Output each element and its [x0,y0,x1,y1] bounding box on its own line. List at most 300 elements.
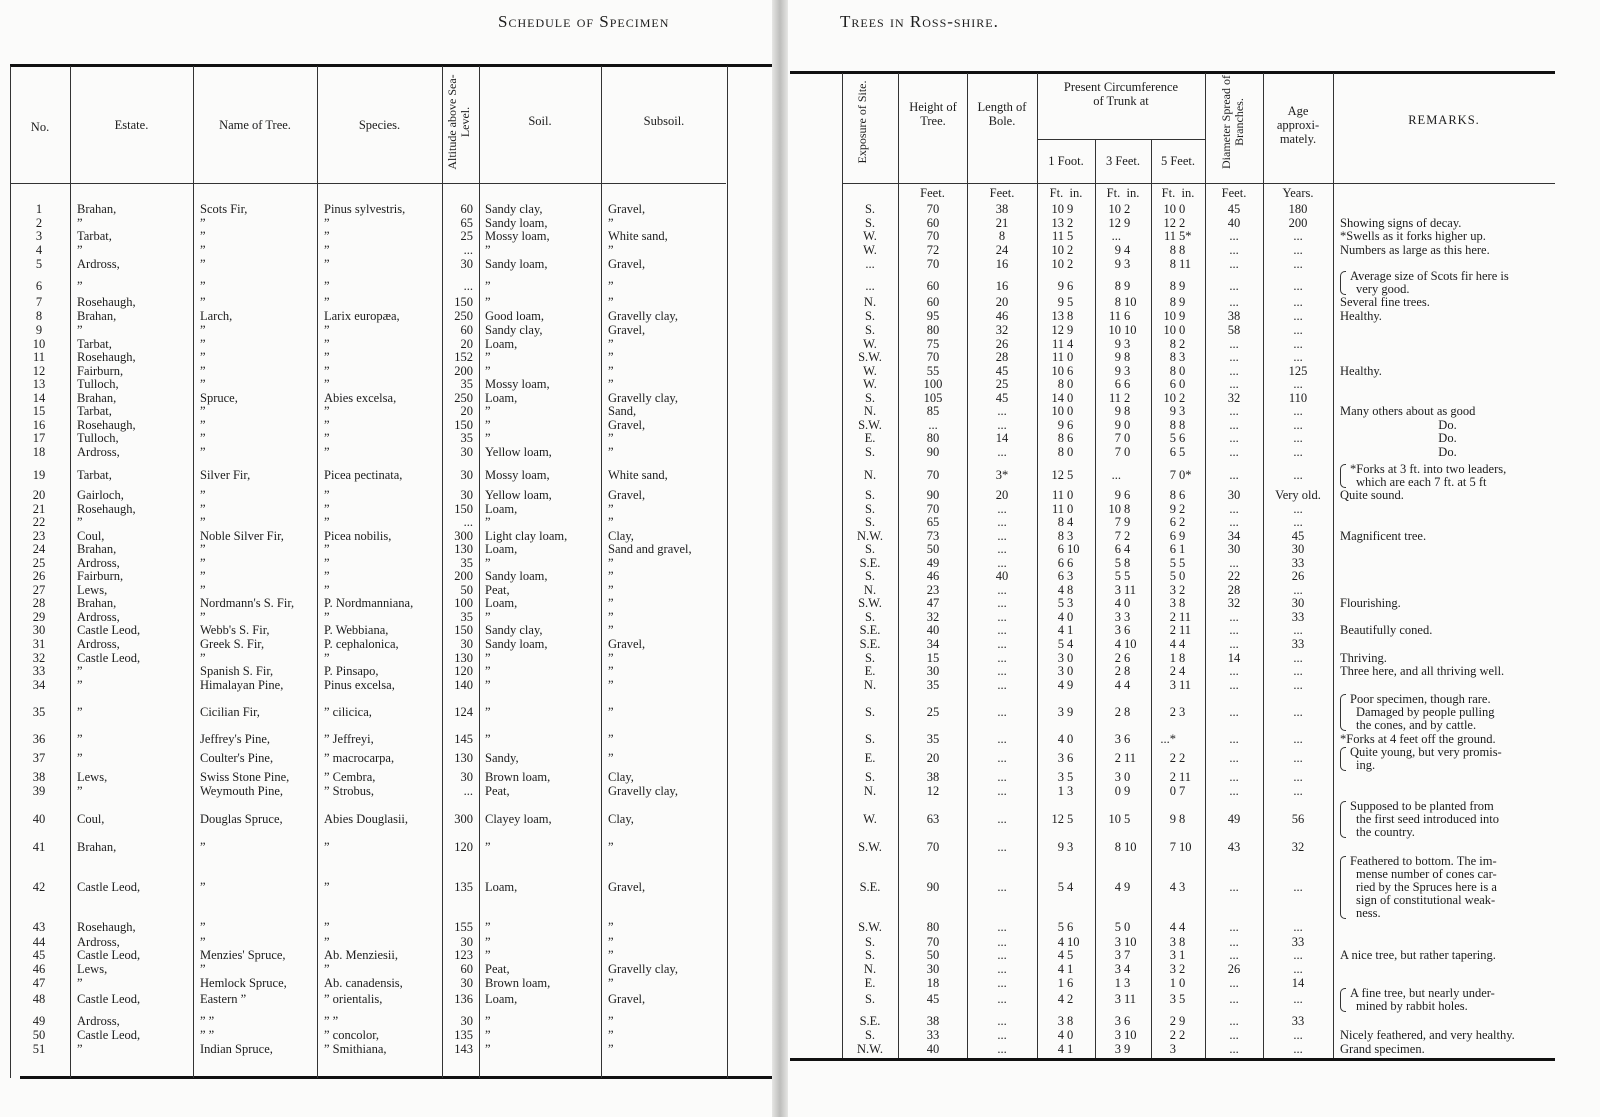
estate: ” [77,515,83,529]
circumference-5ft-in: 8 [1179,418,1186,432]
circumference-5ft-ft: 1 [1169,651,1176,665]
page-title-right: Trees in Ross-shire. [840,12,999,31]
altitude: 35 [460,556,473,570]
row-number: 33 [32,664,46,678]
circumference-5ft-ft: 3 [1169,935,1176,949]
brace-mark [1340,464,1346,488]
height: 70 [926,257,940,271]
branch-spread: 45 [1227,202,1241,216]
branch-spread: 32 [1227,391,1241,405]
subsoil: ” [608,596,614,610]
remark [1340,310,1382,323]
tree-name: ” [200,404,206,418]
exposure: S. [864,935,876,949]
branch-spread: 38 [1227,309,1241,323]
remark-line: Feathered to bottom. The im- [1350,854,1497,868]
branch-spread: ... [1229,515,1239,529]
circumference-3ft-ft: 3 [1114,992,1121,1006]
estate: Castle Leod, [77,992,141,1006]
circumference-3ft-ft: 2 [1114,651,1121,665]
row-number: 9 [35,323,43,337]
height: 50 [926,948,940,962]
circumference-3ft-ft: 4 [1114,880,1121,894]
species: Picea nobilis, [324,529,392,543]
altitude: 30 [460,468,473,482]
subsoil: Gravelly clay, [608,391,678,405]
col-rule [1095,140,1096,1058]
estate: Castle Leod, [77,651,141,665]
circumference-5ft-in: 11 [1179,623,1192,637]
circumference-1ft-ft: 1 [1057,784,1064,798]
branch-spread: ... [1229,992,1239,1006]
branch-spread: ... [1229,295,1239,309]
estate: Brahan, [77,391,117,405]
estate: ” [77,976,83,990]
header-spread: Diameter Spread of Branches. [1219,75,1246,169]
circumference-5ft-ft: 8 [1169,337,1176,351]
soil: ” [485,418,491,432]
tree-name: ” [200,651,206,665]
bole-length: ... [997,784,1007,798]
soil: Sandy loam, [485,637,548,651]
altitude: 130 [454,751,473,765]
circumference-3ft-in: 11 [1124,992,1137,1006]
exposure: N. [863,468,877,482]
species: ” [324,515,330,529]
branch-spread: 49 [1227,812,1241,826]
circumference-3ft-in: 8 [1124,404,1131,418]
circumference-1ft-in: 0 [1067,502,1074,516]
age: ... [1293,404,1303,418]
circumference-3ft-ft: 9 [1114,257,1121,271]
circumference-5ft-ft: 2 [1169,610,1176,624]
altitude: 150 [454,295,473,309]
circumference-3ft-ft: 10 [1108,502,1121,516]
exposure: S.W. [858,418,882,432]
bole-length: 40 [995,569,1009,583]
branch-spread: ... [1229,770,1239,784]
circumference-1ft-ft: 4 [1057,732,1064,746]
unit-bole: Feet. [989,186,1015,200]
circumference-5ft-ft: 3 [1169,962,1176,976]
branch-spread: 32 [1227,596,1241,610]
remark [1340,432,1555,445]
estate: Rosehaugh, [77,418,136,432]
circumference-1ft-ft: 6 [1057,556,1064,570]
height: 90 [926,445,940,459]
remark-line: A nice tree, but rather tapering. [1340,948,1496,962]
altitude: 30 [460,1014,473,1028]
estate: Lews, [77,962,108,976]
branch-spread: ... [1229,678,1239,692]
exposure: N.W. [857,529,883,543]
bole-length: ... [997,935,1007,949]
subsoil: ” [608,1028,614,1042]
circumference-5ft-ft: 8 [1169,257,1176,271]
altitude: 200 [454,364,473,378]
tree-name: ” [200,418,206,432]
subsoil: Clay, [608,812,634,826]
circumference-5ft-in: 3 [1179,350,1186,364]
header-circ-1ft: 1 Foot. [1048,154,1084,168]
circumference-1ft-in: 9 [1067,202,1074,216]
remark-line: Do. [1438,418,1457,432]
soil: ” [485,404,491,418]
exposure: S.E. [859,623,881,637]
circumference-1ft-ft: 4 [1057,1028,1064,1042]
circumference-5ft-ft: 2 [1169,751,1176,765]
remark-line: *Forks at 4 feet off the ground. [1340,732,1496,746]
soil: ” [485,364,491,378]
altitude: 30 [460,257,473,271]
subsoil: Clay, [608,770,634,784]
circumference-1ft-ft: 10 [1051,404,1064,418]
remark-line: Many others about as good [1340,404,1476,418]
height: 70 [926,350,940,364]
circumference-3ft-ft: 4 [1114,637,1121,651]
row-number: 28 [32,596,46,610]
bole-length: ... [997,992,1007,1006]
circumference-3ft-ft: 9 [1114,418,1121,432]
circumference-5ft-ft: 3 [1169,583,1176,597]
circumference-1ft-ft: 5 [1057,880,1064,894]
brace-mark [1340,801,1346,838]
estate: Brahan, [77,840,117,854]
exposure: S. [864,488,876,502]
altitude: 152 [454,350,473,364]
row-number: 29 [32,610,46,624]
circumference-1ft-ft: 4 [1057,610,1064,624]
estate: Tarbat, [77,337,112,351]
table-bottom-rule-right [790,1058,1555,1061]
book-gutter [772,0,788,1117]
species: Abies Douglasii, [324,812,409,826]
circumference-1ft-in: 5 [1067,229,1074,243]
circumference-5ft-in: 1 [1179,542,1186,556]
row-number: 51 [32,1042,46,1056]
circumference-5ft-in: 8 [1179,651,1186,665]
exposure: E. [864,976,876,990]
circumference-1ft-in: 4 [1067,337,1074,351]
subsoil: Gravel, [608,418,646,432]
exposure: E. [864,664,876,678]
branch-spread: ... [1229,279,1239,293]
circumference-5ft-ft: 3 [1169,948,1176,962]
circumference-5ft-in: 0 [1179,364,1186,378]
species: ” [324,880,330,894]
circumference-5ft-ft: 3 [1169,596,1176,610]
exposure: S. [864,732,876,746]
soil: Mossy loam, [485,377,550,391]
remark-line: Quite sound. [1340,488,1404,502]
estate: Ardross, [77,637,120,651]
remark-line: the country. [1356,825,1415,839]
subsoil: ” [608,431,614,445]
age: 33 [1291,1014,1305,1028]
species: P. cephalonica, [324,637,399,651]
subsoil: ” [608,935,614,949]
altitude: 150 [454,623,473,637]
row-number: 27 [32,583,46,597]
circumference-1ft-ft: 8 [1057,445,1064,459]
branch-spread: ... [1229,1042,1239,1056]
row-number: 47 [32,976,46,990]
bole-length: 32 [995,323,1009,337]
altitude: 30 [460,976,473,990]
circumference-5ft-in: 9 [1179,529,1186,543]
circumference-3ft-ft: 9 [1114,404,1121,418]
bole-length: 3* [995,468,1009,482]
circumference-5ft-in: 9 [1179,279,1186,293]
tree-name: ” [200,257,206,271]
height: 85 [926,404,940,418]
bole-length: ... [997,976,1007,990]
circumference-5ft-in: 2 [1179,391,1186,405]
height: 34 [926,637,940,651]
species: P. Nordmanniana, [324,596,414,610]
bole-length: 45 [995,391,1009,405]
circumference-3ft-ft: ... [1111,229,1121,243]
altitude: 30 [460,935,473,949]
subsoil: ” [608,515,614,529]
age: ... [1293,377,1303,391]
age: 26 [1291,569,1305,583]
remark-line: Flourishing. [1340,596,1401,610]
circumference-3ft-in: 9 [1124,216,1131,230]
row-number: 42 [32,880,46,894]
circumference-3ft-ft: 3 [1114,1028,1121,1042]
circumference-3ft-ft: 7 [1114,529,1121,543]
species: ” [324,431,330,445]
tree-name: ” [200,488,206,502]
tree-name: ” [200,377,206,391]
circumference-5ft-in: 8 [1179,935,1186,949]
exposure: S. [864,542,876,556]
height: 60 [926,279,940,293]
altitude: 135 [454,880,473,894]
circumference-3ft-in: 11 [1124,583,1137,597]
species: ” Strobus, [324,784,374,798]
remark-line: the cones, and by cattle. [1356,718,1477,732]
circumference-5ft-in: 2 [1179,1028,1186,1042]
species: ” Jeffreyi, [324,732,374,746]
circumference-1ft-ft: 4 [1057,1042,1064,1056]
circumference-1ft-in: 6 [1067,431,1074,445]
circumference-5ft-ft: 8 [1169,364,1176,378]
circumference-3ft-ft: 3 [1114,1042,1121,1056]
altitude: ... [463,243,473,257]
remark-line: Nicely feathered, and very healthy. [1340,1028,1515,1042]
bole-length: ... [997,770,1007,784]
circumference-3ft-in: 3 [1124,364,1131,378]
age: 33 [1291,556,1305,570]
circumference-1ft-in: 2 [1067,216,1074,230]
age: 30 [1291,542,1305,556]
circumference-1ft-ft: 11 [1051,502,1064,516]
col-rule [601,66,602,1078]
circumference-1ft-in: 0 [1067,377,1074,391]
circumference-1ft-in: 9 [1067,323,1074,337]
exposure: W. [863,364,877,378]
species: ” [324,418,330,432]
soil: ” [485,431,491,445]
altitude: 300 [454,812,473,826]
species: ” [324,295,330,309]
circumference-5ft-in: 2 [1179,216,1186,230]
circumference-5ft-ft: 10 [1163,309,1176,323]
species: Ab. canadensis, [324,976,403,990]
exposure: W. [863,812,877,826]
soil: Loam, [485,337,518,351]
branch-spread: 43 [1227,840,1241,854]
tree-name: ” [200,216,206,230]
tree-name: Eastern ” [200,992,247,1006]
remark-line: mense number of cones car- [1356,867,1497,881]
remark-line: very good. [1356,282,1410,296]
row-number: 23 [32,529,46,543]
bole-length: ... [997,664,1007,678]
altitude: 20 [460,404,473,418]
tree-name: ” [200,840,206,854]
header-circ-3ft: 3 Feet. [1105,154,1141,168]
age: ... [1293,468,1303,482]
age: 56 [1291,812,1305,826]
circumference-5ft-ft: 4 [1169,637,1176,651]
bole-length: ... [997,623,1007,637]
species: Abies excelsa, [324,391,397,405]
circumference-1ft-ft: 4 [1057,583,1064,597]
soil: ” [485,705,491,719]
subsoil: ” [608,445,614,459]
altitude: 30 [460,637,473,651]
col-rule [10,66,11,1078]
remark-line: ness. [1356,906,1381,920]
estate: Ardross, [77,1014,120,1028]
branch-spread: 30 [1227,542,1241,556]
height: 40 [926,1042,940,1056]
circumference-5ft-ft: 8 [1169,418,1176,432]
branch-spread: ... [1229,337,1239,351]
circumference-5ft-in: 2 [1179,515,1186,529]
subsoil: ” [608,651,614,665]
exposure: W. [863,337,877,351]
circumference-3ft-ft: 6 [1114,542,1121,556]
circumference-3ft-in: 8 [1124,705,1131,719]
species: ” [324,935,330,949]
circumference-3ft-in: 2 [1124,391,1131,405]
species: Pinus excelsa, [324,678,395,692]
circumference-1ft-in: 4 [1067,880,1074,894]
row-number: 1 [35,202,43,216]
bole-length: ... [997,596,1007,610]
col-rule [727,66,728,1078]
circumference-1ft-ft: 9 [1057,295,1064,309]
circumference-3ft-in: 10 [1124,1028,1137,1042]
circumference-3ft-ft: 5 [1114,920,1121,934]
circumference-1ft-in: 6 [1067,920,1074,934]
tree-name: ” [200,323,206,337]
exposure: S. [864,1028,876,1042]
soil: ” [485,678,491,692]
subsoil: ” [608,556,614,570]
unit-height: Feet. [920,186,945,200]
subsoil: Gravelly clay, [608,962,678,976]
circumference-1ft-in: 6 [1067,556,1074,570]
bole-length: ... [997,515,1007,529]
circumference-1ft-in: 5 [1067,468,1074,482]
header-exposure: Exposure of Site. [855,80,869,164]
branch-spread: 30 [1227,488,1241,502]
header-circ-5ft: 5 Feet. [1160,154,1196,168]
subsoil: Sand and gravel, [608,542,692,556]
bole-length: ... [997,404,1007,418]
circumference-1ft-ft: 11 [1051,337,1064,351]
soil: ” [485,515,491,529]
circumference-3ft-ft: 12 [1108,216,1121,230]
altitude: 35 [460,431,473,445]
exposure: S.W. [858,596,882,610]
circumference-5ft-ft: 2 [1169,1014,1176,1028]
circumference-5ft-ft: 2 [1169,705,1176,719]
branch-spread: ... [1229,377,1239,391]
circumference-5ft-ft: 6 [1169,515,1176,529]
circumference-1ft-ft: 9 [1057,418,1064,432]
circumference-5ft-ft: 10 [1163,202,1176,216]
age: ... [1293,705,1303,719]
soil: Mossy loam, [485,468,550,482]
remark-line: Do. [1438,431,1457,445]
species: P. Pinsapo, [324,664,379,678]
species: ” [324,542,330,556]
bole-length: ... [997,751,1007,765]
circumference-3ft-in: 10 [1124,840,1137,854]
circumference-3ft-ft: 3 [1114,732,1121,746]
estate: Lews, [77,770,108,784]
circumference-3ft-ft: 7 [1114,515,1121,529]
tree-name: Silver Fir, [200,468,251,482]
tree-name: ” [200,243,206,257]
remark-line: A fine tree, but nearly under- [1350,986,1495,1000]
circumference-1ft-in: 0 [1067,651,1074,665]
remark-line: Grand specimen. [1340,1042,1425,1056]
estate: Tarbat, [77,468,112,482]
soil: Mossy loam, [485,229,550,243]
height: 49 [926,556,940,570]
circumference-3ft-in: 6 [1124,309,1131,323]
age: ... [1293,350,1303,364]
remark-line: Numbers as large as this here. [1340,243,1490,257]
circumference-5ft-in: 8 [1179,596,1186,610]
circumference-1ft-in: 3 [1067,784,1074,798]
bole-length: 46 [995,309,1009,323]
circumference-5ft-ft: 7 [1169,468,1176,482]
circumference-3ft-ft: 0 [1114,784,1121,798]
circumference-3ft-in: 3 [1124,257,1131,271]
branch-spread: ... [1229,364,1239,378]
subsoil: ” [608,502,614,516]
height: 40 [926,623,940,637]
exposure: W. [863,229,877,243]
remark-line: Three here, and all thriving well. [1340,664,1505,678]
species: ” [324,243,330,257]
subsoil: ” [608,364,614,378]
row-number: 7 [35,295,43,309]
remark-line: the first seed introduced into [1356,812,1500,826]
species: Larix europæa, [324,309,400,323]
bole-length: ... [997,637,1007,651]
circumference-5ft-ft: 4 [1169,920,1176,934]
circumference-5ft-in: 4 [1179,664,1186,678]
